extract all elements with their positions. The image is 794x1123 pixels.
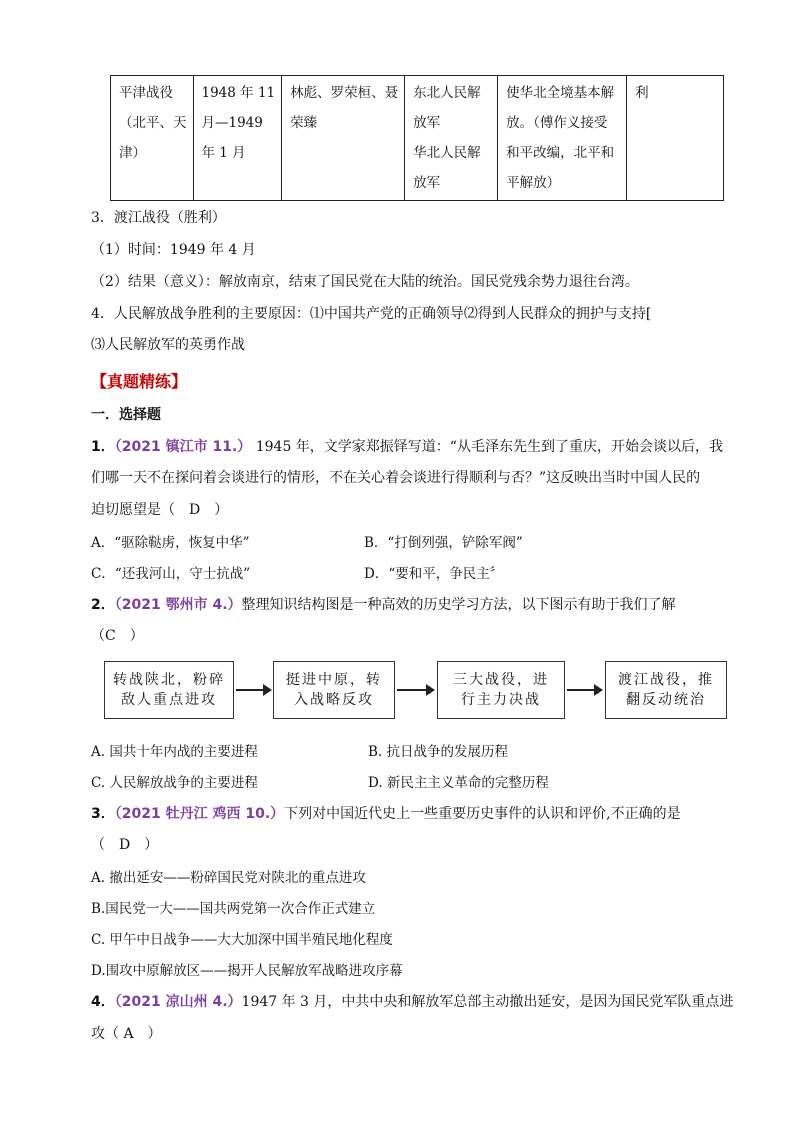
flow-step-1: 转战陕北，粉碎 敌人重点进攻 bbox=[104, 661, 234, 719]
q2-source: （2021 鄂州市 4.） bbox=[114, 597, 242, 613]
q2-option-c[interactable]: C. 人民解放战争的主要进程 bbox=[91, 775, 258, 791]
q3-line1: 3．（2021 牡丹江 鸡西 10.）下列对中国近代史上一些重要历史事件的认识和评价,不正确的是 bbox=[91, 806, 681, 822]
q1-option-d[interactable]: D．“要和平，争民主〞 bbox=[364, 566, 504, 582]
q3-option-d[interactable]: D.围攻中原解放区——揭开人民解放军战略进攻序幕 bbox=[91, 963, 403, 979]
q1-number: 1． bbox=[91, 439, 115, 455]
q3-number: 3． bbox=[91, 806, 115, 822]
table-row bbox=[111, 76, 724, 201]
q3-line2: （ D ） bbox=[91, 837, 159, 853]
q2-option-d[interactable]: D. 新民主主义革命的完整历程 bbox=[368, 775, 549, 791]
q4-line2: 攻（ A ） bbox=[91, 1026, 162, 1042]
q2-line1: 2．（2021 鄂州市 4.）整理知识结构图是一种高效的历史学习方法，以下图示有助于我们了解 bbox=[91, 597, 676, 613]
q3-source: （2021 牡丹江 鸡西 10.） bbox=[114, 806, 285, 822]
q1-line2: 们哪一天不在探问着会谈进行的情形，不在关心着会谈进行得顺利与否？”这反映出当时中国人民的 bbox=[91, 470, 701, 486]
q2-line2: （C ） bbox=[91, 628, 144, 644]
section3-title: 3．渡江战役（胜利） bbox=[91, 210, 226, 226]
q3-option-a[interactable]: A. 撤出延安——粉碎国民党对陕北的重点进攻 bbox=[91, 870, 366, 886]
outcome-cell: 利 bbox=[627, 76, 724, 201]
section4-line1: 4．人民解放战争胜利的主要原因：⑴中国共产党的正确领导⑵得到人民群众的拥护与支持[ bbox=[91, 306, 652, 322]
q1-line1: 1．（2021 镇江市 11.） 1945 年，文学家郑振铎写道：“从毛泽东先生到了重庆，开始会谈以后，我 bbox=[91, 439, 723, 455]
q4-source: （2021 凉山州 4.） bbox=[114, 994, 242, 1010]
battle-name-cell: 平津战役 （北平、天 津） bbox=[111, 76, 194, 201]
q3-option-c[interactable]: C. 甲午中日战争——大大加深中国半殖民地化程度 bbox=[91, 932, 393, 948]
flow-arrow-3 bbox=[567, 689, 601, 691]
flow-arrow-2 bbox=[397, 689, 433, 691]
q1-source: （2021 镇江市 11.） bbox=[114, 439, 252, 455]
battle-table bbox=[110, 75, 724, 201]
q2-option-a[interactable]: A. 国共十年内战的主要进程 bbox=[91, 744, 258, 760]
commanders-cell: 林彪、罗荣桓、聂 荣臻 bbox=[282, 76, 405, 201]
section3-time: （1）时间：1949 年 4 月 bbox=[91, 242, 256, 258]
q4-number: 4． bbox=[91, 994, 115, 1010]
q2-option-b[interactable]: B. 抗日战争的发展历程 bbox=[368, 744, 509, 760]
flow-step-2: 挺进中原，转 入战略反攻 bbox=[273, 661, 395, 719]
q1-option-b[interactable]: B．“打倒列强，铲除军阀” bbox=[364, 535, 523, 551]
choice-heading: 一．选择题 bbox=[91, 407, 161, 423]
q3-option-b[interactable]: B.国民党一大——国共两党第一次合作正式建立 bbox=[91, 901, 376, 917]
flow-step-3: 三大战役，进 行主力决战 bbox=[437, 661, 565, 719]
q4-line1: 4．（2021 凉山州 4.）1947 年 3 月，中共中央和解放军总部主动撤出延安，是因为国民党军队重点进 bbox=[91, 994, 734, 1010]
battle-time-cell: 1948 年 11 月—1949 年 1 月 bbox=[193, 76, 282, 201]
result-cell: 使华北全境基本解 放。（傅作义接受 和平改编，北平和 平解放） bbox=[498, 76, 627, 201]
section4-line2: ⑶人民解放军的英勇作战 bbox=[91, 337, 245, 353]
flow-step-4: 渡江战役，推 翻反动统治 bbox=[605, 661, 727, 719]
q2-number: 2． bbox=[91, 597, 115, 613]
practice-heading: 【真题精练】 bbox=[91, 372, 188, 391]
q1-option-a[interactable]: A．“驱除鞑虏，恢复中华” bbox=[91, 535, 250, 551]
q1-line3: 迫切愿望是（ D ） bbox=[91, 502, 229, 518]
flow-arrow-1 bbox=[236, 689, 270, 691]
section3-result: （2）结果（意义）：解放南京，结束了国民党在大陆的统治。国民党残余势力退往台湾。 bbox=[91, 274, 639, 290]
q1-option-c[interactable]: C．“还我河山，守士抗战” bbox=[91, 566, 251, 582]
armies-cell: 东北人民解 放军 华北人民解 放军 bbox=[405, 76, 498, 201]
